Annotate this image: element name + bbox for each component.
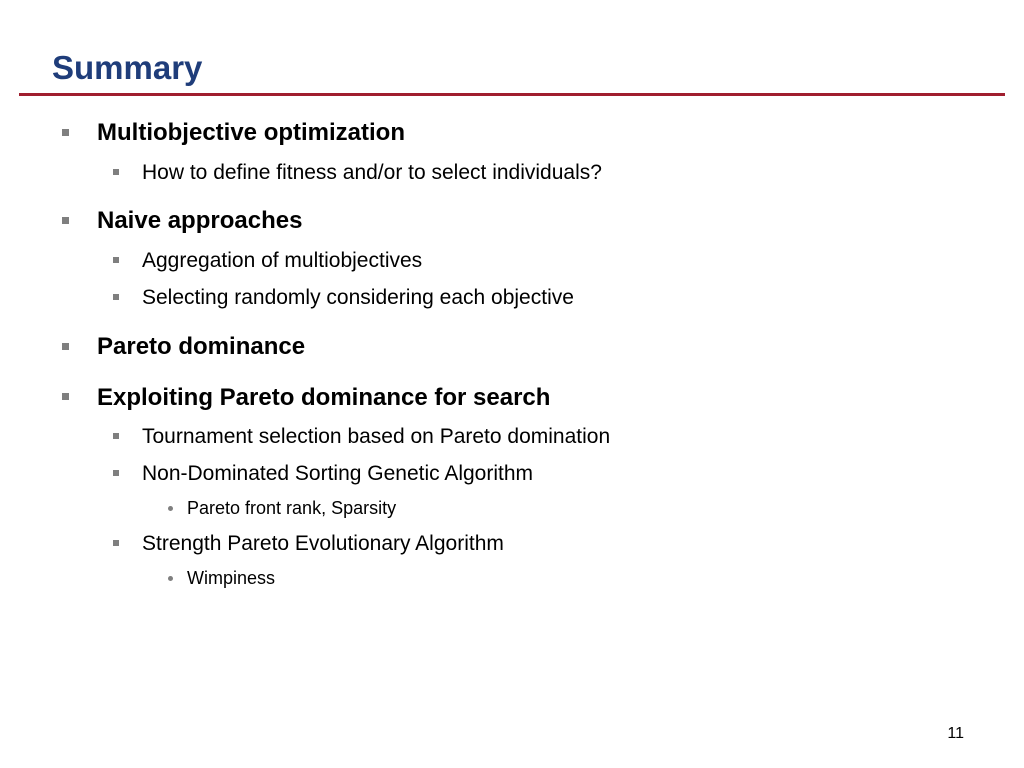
- bullet-marker: [113, 257, 119, 263]
- sub-bullet-item: How to define fitness and/or to select individuals?: [142, 161, 602, 184]
- slide-title: Summary: [52, 49, 203, 86]
- bullet-marker: [113, 169, 119, 175]
- bullet-item: Exploiting Pareto dominance for search: [97, 384, 551, 411]
- bullet-marker: [113, 470, 119, 476]
- sub-sub-bullet-item: Pareto front rank, Sparsity: [187, 498, 397, 518]
- bullet-marker: [168, 576, 173, 581]
- sub-sub-bullet-item: Wimpiness: [187, 568, 276, 588]
- bullet-marker: [113, 433, 119, 439]
- bullet-item: Multiobjective optimization: [97, 119, 406, 146]
- bullet-marker: [62, 343, 69, 350]
- bullet-marker: [113, 294, 119, 300]
- bullet-marker: [62, 129, 69, 136]
- sub-bullet-item: Tournament selection based on Pareto domination: [142, 425, 611, 448]
- sub-bullet-item: Non-Dominated Sorting Genetic Algorithm: [142, 462, 534, 485]
- bullet-marker: [62, 217, 69, 224]
- bullet-item: Pareto dominance: [97, 333, 306, 360]
- bullet-marker: [113, 540, 119, 546]
- sub-bullet-item: Aggregation of multiobjectives: [142, 249, 423, 272]
- sub-bullet-item: Selecting randomly considering each objective: [142, 286, 574, 309]
- bullet-item: Naive approaches: [97, 207, 303, 234]
- bullet-marker: [62, 393, 69, 400]
- bullet-marker: [168, 506, 173, 511]
- sub-bullet-item: Strength Pareto Evolutionary Algorithm: [142, 532, 504, 555]
- page-number: 11: [947, 725, 964, 742]
